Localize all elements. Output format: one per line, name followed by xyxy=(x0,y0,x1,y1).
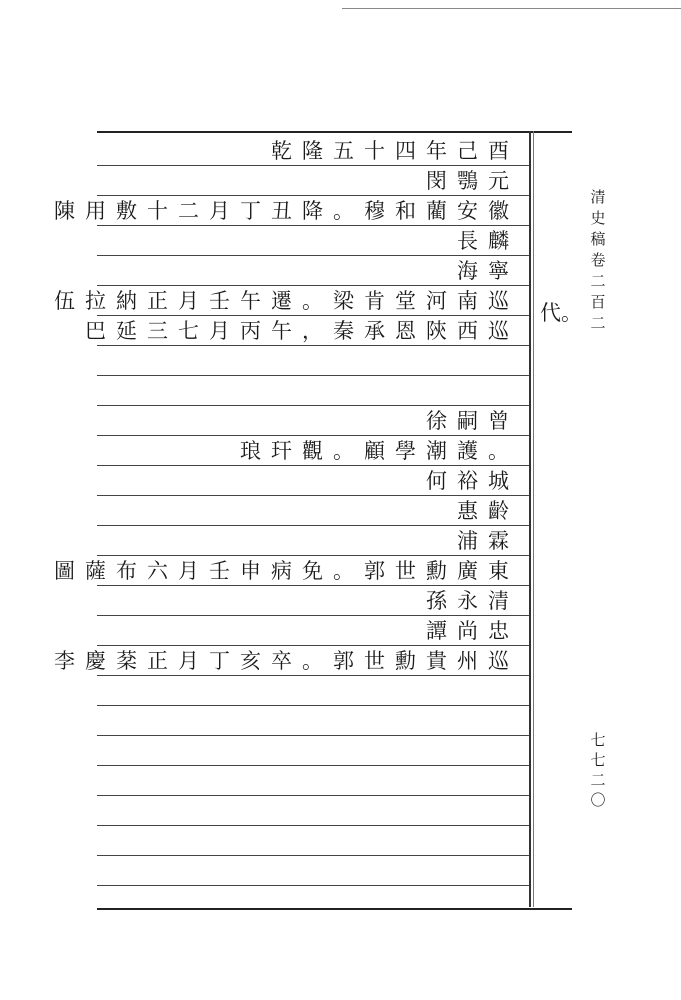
row-text: 陳用敷十二月丁丑降。穆和藺安徽 xyxy=(54,199,519,223)
row-text: 伍拉納正月壬午遷。梁肯堂河南巡 xyxy=(54,289,519,313)
top-rule xyxy=(342,8,681,9)
row-text: 琅玕觀。顧學潮護。 xyxy=(240,439,519,463)
table-row xyxy=(54,555,529,586)
table-row xyxy=(97,615,529,646)
table-row xyxy=(97,405,529,436)
table-row xyxy=(97,795,529,826)
table-right-rule xyxy=(529,131,531,907)
table-row xyxy=(54,645,529,676)
page-number: 七七二〇 xyxy=(590,731,606,809)
table-row xyxy=(97,765,529,796)
row-text: 巴延三七月丙午，秦承恩陝西巡 xyxy=(85,319,519,343)
row-text: 徐嗣曾 xyxy=(426,409,519,433)
table-bottom-border xyxy=(97,908,572,910)
table-row xyxy=(97,345,529,376)
row-text: 孫永清 xyxy=(426,589,519,613)
table-row xyxy=(54,285,529,316)
table-row xyxy=(97,585,529,616)
table-row xyxy=(97,735,529,766)
row-text: 何裕城 xyxy=(426,469,519,493)
row-text: 閔鶚元 xyxy=(426,169,519,193)
running-head: 清史稿卷二百二 xyxy=(590,188,606,332)
table-row xyxy=(97,465,529,496)
table-row xyxy=(97,495,529,526)
row-text: 圖薩布六月壬申病免。郭世勳廣東 xyxy=(54,559,519,583)
table-row xyxy=(97,135,529,166)
table-top-border xyxy=(97,131,572,133)
row-text: 乾隆五十四年己酉 xyxy=(271,139,519,163)
table-row xyxy=(97,825,529,856)
row-text: 惠齡 xyxy=(457,499,519,523)
side-note: 代。 xyxy=(540,301,582,325)
row-text: 長麟 xyxy=(457,229,519,253)
row-text: 浦霖 xyxy=(457,529,519,553)
table-row xyxy=(97,525,529,556)
table-row xyxy=(54,195,529,226)
row-text: 譚尚忠 xyxy=(426,619,519,643)
table-row xyxy=(85,315,529,346)
row-text: 海寧 xyxy=(457,259,519,283)
table-row xyxy=(97,375,529,406)
table-row xyxy=(97,675,529,706)
table-row xyxy=(97,855,529,886)
table-row xyxy=(97,165,529,196)
row-text: 李慶棻正月丁亥卒。郭世勳貴州巡 xyxy=(54,649,519,673)
table-row xyxy=(97,435,529,466)
table-row xyxy=(97,225,529,256)
table-row xyxy=(97,705,529,736)
table-right-rule-inner xyxy=(533,131,534,907)
table-row xyxy=(97,255,529,286)
